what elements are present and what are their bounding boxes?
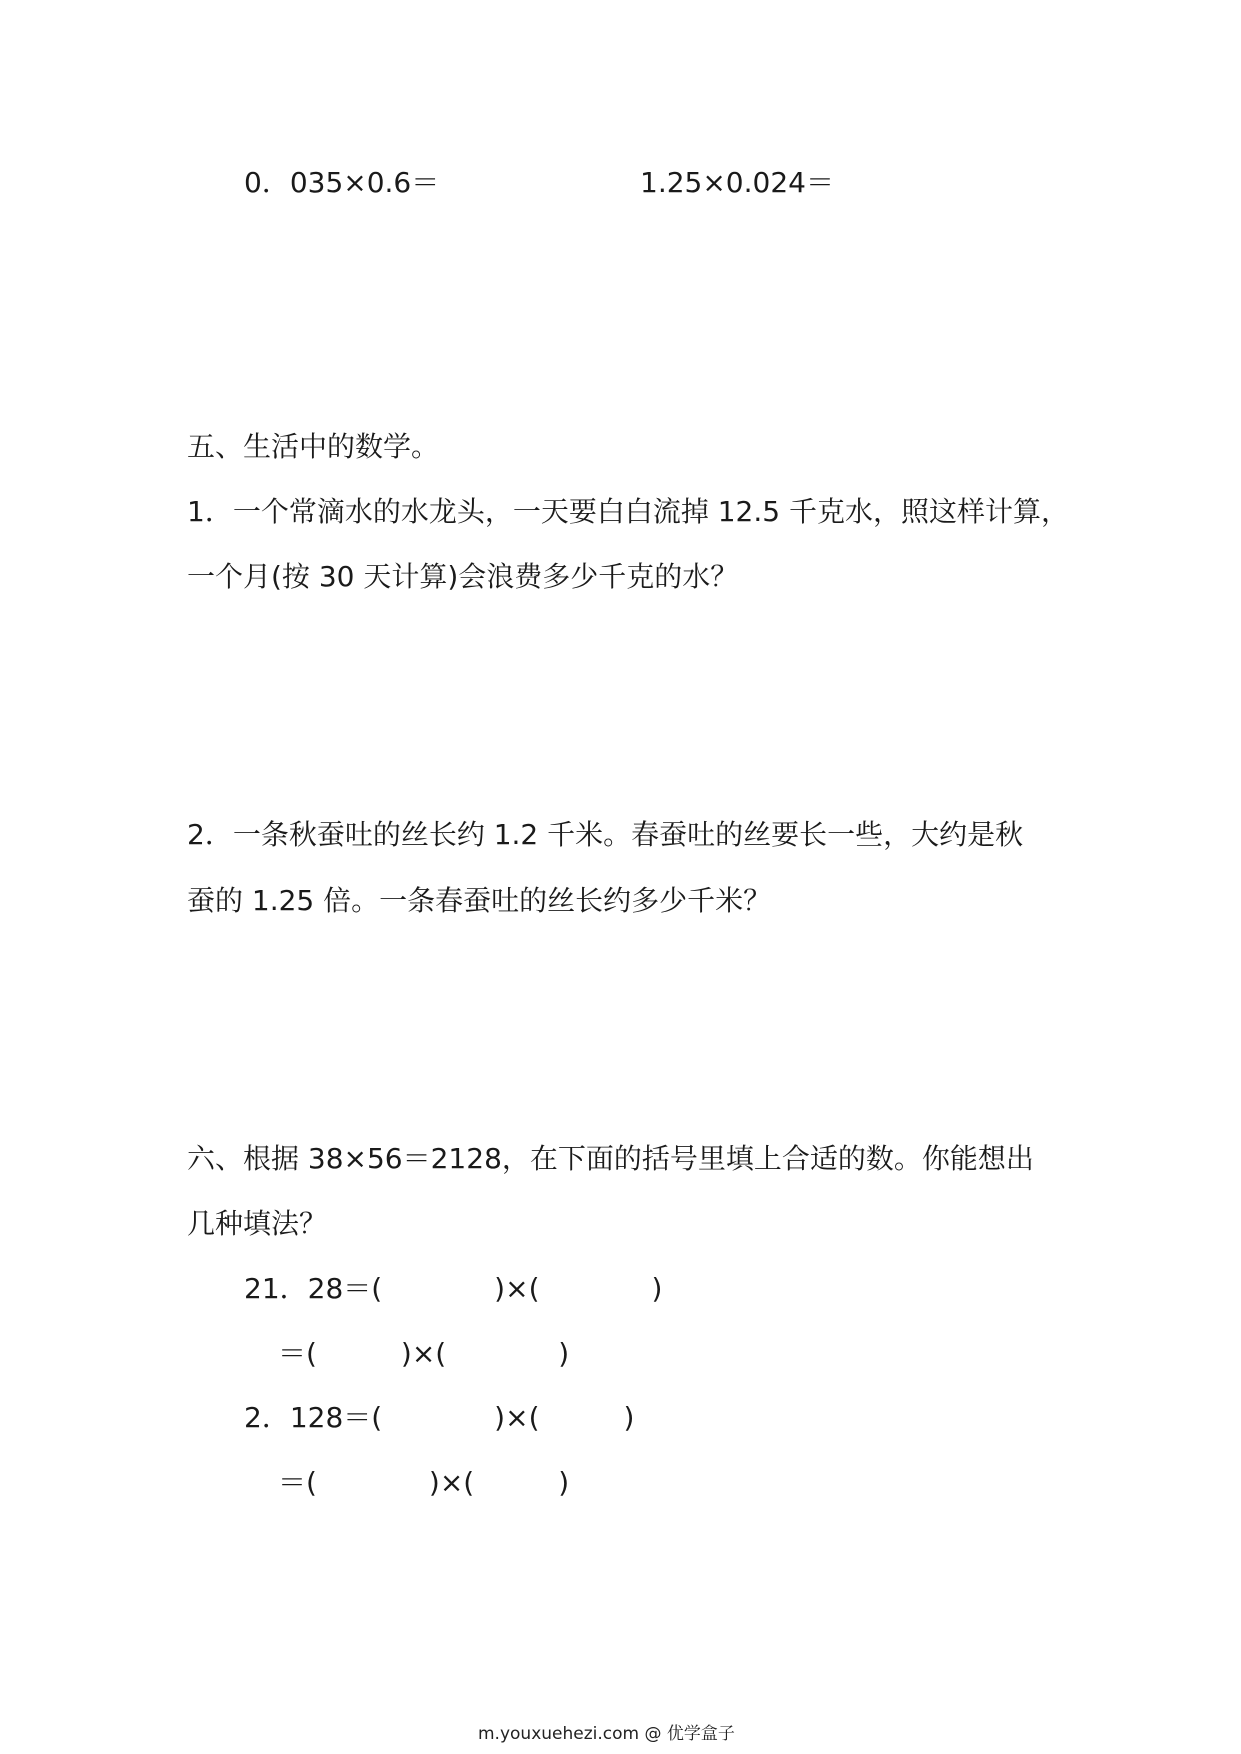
section-six-heading-line-2: 几种填法？ [187,1207,328,1240]
question-2-line-2: 蚕的 1.25 倍。一条春蚕吐的丝长约多少千米？ [187,884,772,917]
section-five-heading: 五、生活中的数学。 [187,430,440,463]
fill-in-2-first-row: 2．128＝( )×( ) [244,1401,635,1434]
fill-in-1-first-row: 21．28＝( )×( ) [244,1272,663,1305]
question-1-line-1: 1．一个常滴水的水龙头，一天要白白流掉 12.5 千克水，照这样计算， [187,495,1069,528]
page-footer-source: m.youxuehezi.com @ 优学盒子 [478,1724,735,1744]
question-1-line-2: 一个月(按 30 天计算)会浪费多少千克的水？ [187,560,739,593]
fill-in-2-second-row: ＝( )×( ) [278,1466,570,1499]
section-six-heading-line-1: 六、根据 38×56＝2128，在下面的括号里填上合适的数。你能想出 [187,1142,1034,1175]
fill-in-1-second-row: ＝( )×( ) [278,1337,570,1370]
calc-expression-left: 0．035×0.6＝ [244,166,440,199]
calc-expression-right: 1.25×0.024＝ [640,166,834,199]
question-2-line-1: 2．一条秋蚕吐的丝长约 1.2 千米。春蚕吐的丝要长一些，大约是秋 [187,818,1024,851]
